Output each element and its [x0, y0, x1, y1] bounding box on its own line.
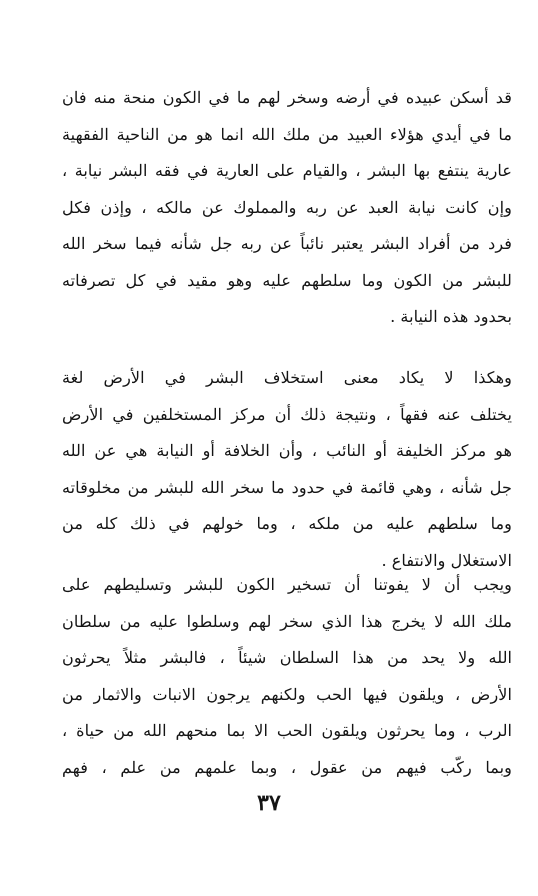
text-line: يختلف عنه فقهاً ، ونتيجة ذلك أن مركز المستخلفين في الأرض	[62, 404, 512, 424]
text-line: للبشر من الكون وما سلطهم عليه وهو مقيد في كل تصرفاته	[62, 270, 512, 290]
text-line: قد أسكن عبيده في أرضه وسخر لهم ما في الكون منحة منه فان	[62, 88, 512, 107]
text-line: الأرض ، ويلقون فيها الحب ولكنهم يرجون الانبات والاثمار من	[62, 684, 512, 704]
text-line: جل شأنه ، وهي قائمة في حدود ما سخر الله للبشر من مخلوقاته	[62, 477, 512, 497]
paragraph-3	[62, 567, 512, 786]
text-line: الرب ، وما يحرثون ويلقون الحب الا بما منحهم الله من حياة ،	[62, 721, 512, 740]
text-line: وما سلطهم عليه من ملكه ، وما خولهم في ذلك كله من	[62, 514, 512, 533]
text-line: فرد من أفراد البشر يعتبر نائباً عن ربه جل شأنه فيما سخر الله	[62, 234, 512, 253]
text-line: ملك الله لا يخرج هذا الذي سخر لهم وسلطوا عليه من سلطان	[62, 611, 512, 631]
page-number: ٣٧	[257, 790, 281, 816]
text-line: وبما ركّب فيهم من عقول ، وبما علمهم من علم ، فهم	[62, 757, 512, 777]
text-line: وهكذا لا يكاد معنى استخلاف البشر في الأرض لغة	[62, 368, 512, 387]
text-line: الاستغلال والانتفاع .	[381, 550, 512, 570]
paragraph-2	[62, 360, 512, 579]
text-line: ويجب أن لا يفوتنا أن تسخير الكون للبشر وتسليطهم على	[62, 575, 512, 594]
text-line: بحدود هذه النيابة .	[390, 307, 512, 326]
text-line: وإن كانت نيابة العبد عن ربه والمملوك عن مالكه ، وإذن فكل	[62, 197, 512, 217]
text-line: هو مركز الخليفة أو النائب ، وأن الخلافة أو النيابة هي عن الله	[62, 441, 512, 460]
text-line: ما في أيدي هؤلاء العبيد من ملك الله انما هو من الناحية الفقهية	[62, 124, 512, 144]
paragraph-1	[62, 80, 512, 336]
text-line: الله ولا يحد من هذا السلطان شيئاً ، فالبشر مثلاً يحرثون	[62, 648, 512, 667]
text-line: عارية ينتفع بها البشر ، والقيام على العارية في فقه البشر نيابة ،	[62, 161, 512, 180]
